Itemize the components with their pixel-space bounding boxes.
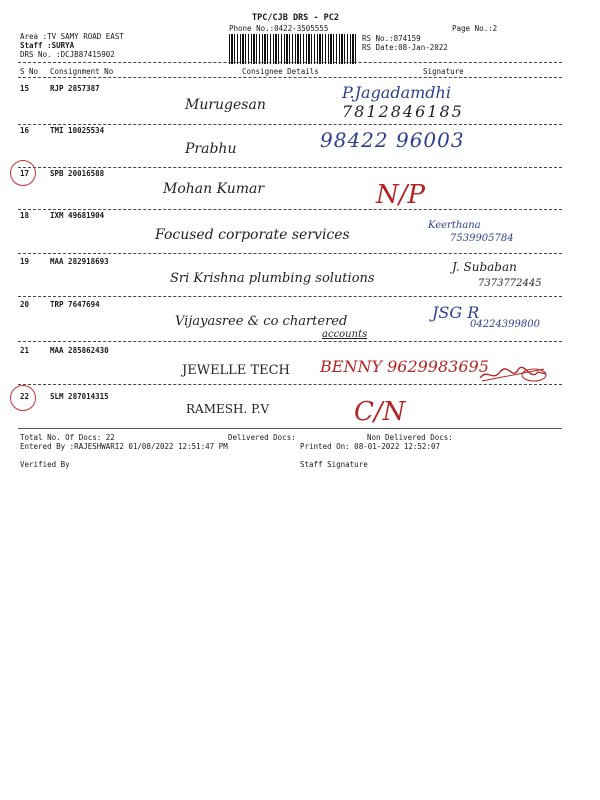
col-signature: Signature (423, 67, 464, 76)
row-consignee: Focused corporate services (155, 227, 350, 243)
barcode (229, 34, 356, 64)
row-sno: 15 (20, 84, 30, 93)
row-sno: 19 (20, 257, 30, 266)
row-divider (18, 341, 562, 342)
row-consignment: RJP 2857387 (50, 84, 100, 93)
staff-signature-label: Staff Signature (300, 460, 368, 469)
row-sno: 21 (20, 346, 30, 355)
row-consignment: MAA 285862430 (50, 346, 109, 355)
row-signature: 98422 96003 (320, 128, 465, 152)
row-signature: N/P (376, 180, 426, 210)
row-consignee: Murugesan (185, 97, 266, 113)
row-signature-phone: 7373772445 (478, 278, 542, 289)
drs-number: DRS No. :DCJB87415902 (20, 50, 115, 59)
phone-number: Phone No.:0422-3505555 (229, 24, 329, 33)
entered-by: Entered By :RAJESHWARI2 01/08/2022 12:51:47 PM (20, 442, 228, 451)
row-signature-phone: 04224399800 (470, 319, 540, 330)
header-divider (18, 62, 562, 63)
row-signature-phone: 7539905784 (450, 233, 514, 244)
delivered-docs: Delivered Docs: (228, 433, 296, 442)
row-signature: J. Subaban (452, 260, 517, 274)
printed-on: Printed On: 08-01-2022 12:52:07 (300, 442, 440, 451)
row-consignment: SPB 20016588 (50, 169, 105, 178)
row-consignment: TMI 10025534 (50, 126, 105, 135)
row-consignment: MAA 282918693 (50, 257, 109, 266)
staff-label: Staff :SURYA (20, 41, 75, 50)
row-consignment: TRP 7647694 (50, 300, 100, 309)
columns-divider (18, 77, 562, 78)
row-divider (18, 167, 562, 168)
row-divider (18, 124, 562, 125)
row-consignee: Mohan Kumar (163, 181, 265, 197)
row-sno: 17 (20, 169, 30, 178)
row-sno: 22 (20, 392, 30, 401)
rs-date: RS Date:08-Jan-2022 (362, 43, 448, 52)
row-consignment: SLM 287014315 (50, 392, 109, 401)
scribbled-signature (478, 366, 548, 384)
non-delivered-docs: Non Delivered Docs: (367, 433, 453, 442)
row-signature: JSG R (432, 303, 480, 322)
row-signature: C/N (354, 397, 406, 427)
col-consignment: Consignment No (50, 67, 114, 76)
row-consignee: Vijayasree & co chartered (175, 314, 348, 329)
col-sno: S No (20, 67, 39, 76)
row-consignee-line2: accounts (322, 329, 368, 340)
row-signature: BENNY 9629983695 (320, 357, 489, 376)
row-signature: P.Jagadamdhi (342, 83, 451, 102)
row-divider (18, 209, 562, 210)
row-consignee: RAMESH. P.V (186, 402, 270, 416)
row-divider (18, 384, 562, 385)
rs-number: RS No.:874159 (362, 34, 421, 43)
verified-by: Verified By (20, 460, 70, 469)
col-consignee: Consignee Details (242, 67, 319, 76)
sheet-title: TPC/CJB DRS - PC2 (252, 13, 339, 23)
total-docs: Total No. Of Docs: 22 (20, 433, 115, 442)
row-consignee: Sri Krishna plumbing solutions (170, 271, 375, 286)
row-sno: 18 (20, 211, 30, 220)
row-sno: 16 (20, 126, 30, 135)
row-sno: 20 (20, 300, 30, 309)
row-consignee: Prabhu (185, 141, 237, 157)
row-consignee: JEWELLE TECH (182, 363, 290, 378)
row-signature-phone: 7812846185 (342, 102, 464, 121)
row-divider (18, 296, 562, 297)
page-number: Page No.:2 (452, 24, 498, 33)
row-signature: Keerthana (428, 220, 481, 231)
table-end-divider (18, 428, 562, 429)
area-label: Area :TV SAMY ROAD EAST (20, 32, 124, 41)
row-divider (18, 253, 562, 254)
row-consignment: IXM 49681904 (50, 211, 105, 220)
